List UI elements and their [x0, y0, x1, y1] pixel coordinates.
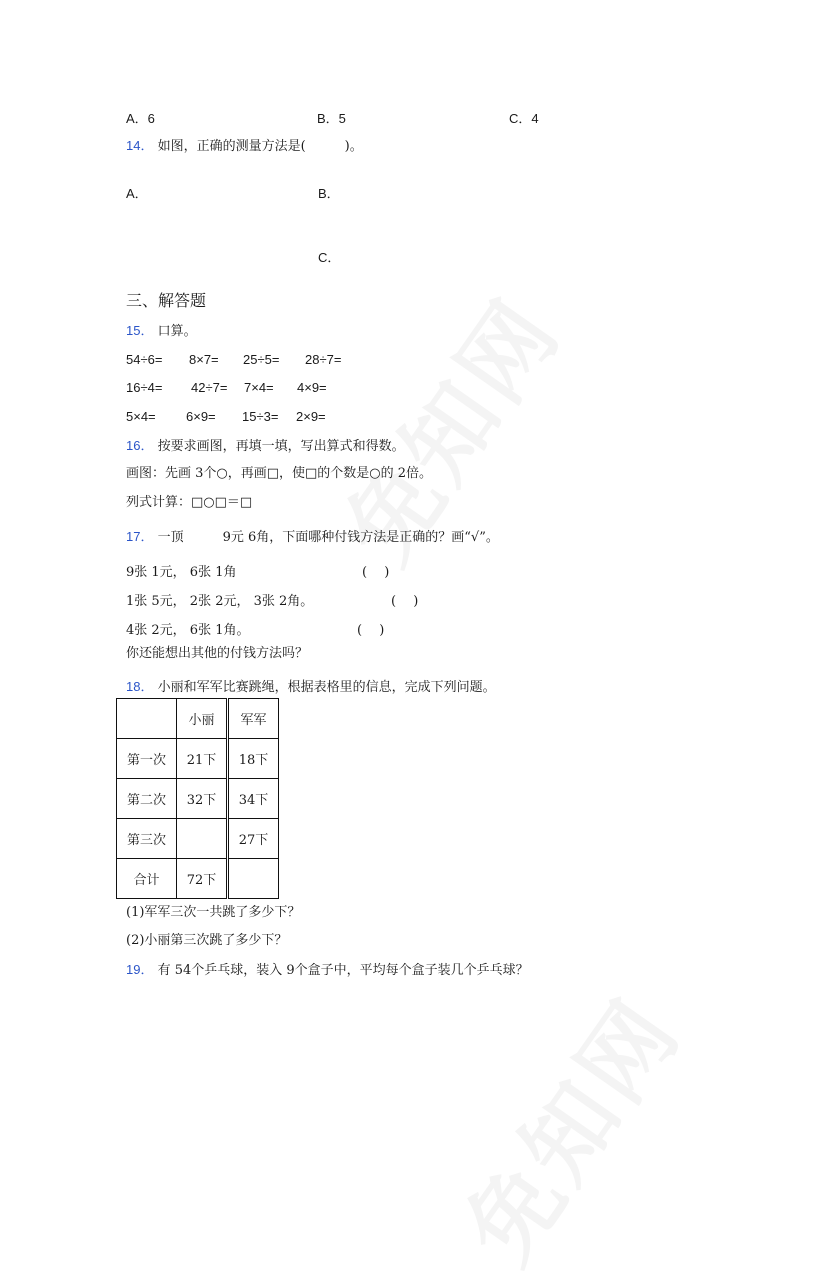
q14-option-b: B．	[318, 186, 340, 201]
table-cell	[228, 859, 279, 899]
question-text: 有 54个乒乓球，装入 9个盒子中，平均每个盒子装几个乒乓球？	[157, 963, 529, 978]
calc-item: 8×7=	[189, 352, 219, 367]
table-cell	[177, 819, 228, 859]
payment-choice: 1张 5元， 2张 2元， 3张 2角。	[126, 594, 314, 609]
table-cell: 21下	[177, 739, 228, 779]
question-number: 16．	[126, 438, 154, 453]
question-text: 按要求画图，再填一填，写出算式和得数。	[157, 439, 405, 454]
q13-option-b: B．5	[317, 111, 346, 126]
question-number: 19．	[126, 962, 154, 977]
table-cell: 27下	[228, 819, 279, 859]
question-15	[126, 324, 197, 338]
calc-item: 28÷7=	[305, 352, 342, 367]
calc-item: 54÷6=	[126, 352, 163, 367]
calc-item: 5×4=	[126, 409, 156, 424]
calc-item: 16÷4=	[126, 380, 163, 395]
q13-option-a: A．6	[126, 111, 155, 126]
question-number: 18．	[126, 679, 154, 694]
watermark	[429, 968, 706, 1284]
payment-choice: 4张 2元， 6张 1角。	[126, 623, 250, 638]
calc-item: 6×9=	[186, 409, 216, 424]
table-header-row	[117, 699, 279, 739]
section-title: 三、解答题	[126, 291, 207, 310]
table-cell: 第一次	[117, 739, 177, 779]
question-number: 17．	[126, 529, 154, 544]
question-14	[126, 139, 363, 153]
table-row	[117, 819, 279, 859]
table-cell: 第三次	[117, 819, 177, 859]
q13-option-c: C．4	[509, 111, 539, 126]
calc-item: 25÷5=	[243, 352, 280, 367]
score-table	[116, 698, 279, 899]
calc-item: 42÷7=	[191, 380, 228, 395]
question-19	[126, 963, 529, 977]
answer-blank[interactable]: ( )	[391, 594, 419, 609]
q16-formula: 列式计算：□○□＝□	[126, 495, 253, 510]
answer-blank[interactable]: ( )	[357, 623, 385, 638]
q14-option-a: A．	[126, 186, 148, 201]
table-cell: 32下	[177, 779, 228, 819]
table-row	[117, 859, 279, 899]
q18-subquestion-1: (1)军军三次一共跳了多少下？	[126, 905, 301, 920]
question-17	[126, 530, 499, 544]
answer-blank[interactable]: ( )	[362, 565, 390, 580]
table-cell: 34下	[228, 779, 279, 819]
question-number: 14．	[126, 138, 154, 153]
question-text: 小丽和军军比赛跳绳，根据表格里的信息，完成下列问题。	[157, 680, 496, 695]
table-cell	[117, 699, 177, 739]
payment-choice: 9张 1元， 6张 1角	[126, 565, 237, 580]
question-text: 如图，正确的测量方法是( )。	[157, 139, 363, 154]
q14-option-c: C．	[318, 250, 341, 265]
table-header: 小丽	[177, 699, 228, 739]
calc-item: 15÷3=	[242, 409, 279, 424]
q17-extra-question: 你还能想出其他的付钱方法吗？	[126, 646, 309, 661]
table-cell: 18下	[228, 739, 279, 779]
question-16	[126, 439, 405, 453]
calc-item: 2×9=	[296, 409, 326, 424]
q18-subquestion-2: (2)小丽第三次跳了多少下？	[126, 933, 288, 948]
table-cell: 第二次	[117, 779, 177, 819]
calc-item: 7×4=	[244, 380, 274, 395]
table-row	[117, 779, 279, 819]
question-text: 一顶 9元 6角，下面哪种付钱方法是正确的？画“√”。	[157, 530, 499, 545]
table-cell: 72下	[177, 859, 228, 899]
question-18	[126, 680, 496, 694]
table-header: 军军	[228, 699, 279, 739]
question-number: 15．	[126, 323, 154, 338]
q16-instruction: 画图：先画 3个○，再画□，使□的个数是○的 2倍。	[126, 466, 433, 481]
table-cell: 合计	[117, 859, 177, 899]
question-text: 口算。	[157, 324, 197, 339]
calc-item: 4×9=	[297, 380, 327, 395]
table-row	[117, 739, 279, 779]
